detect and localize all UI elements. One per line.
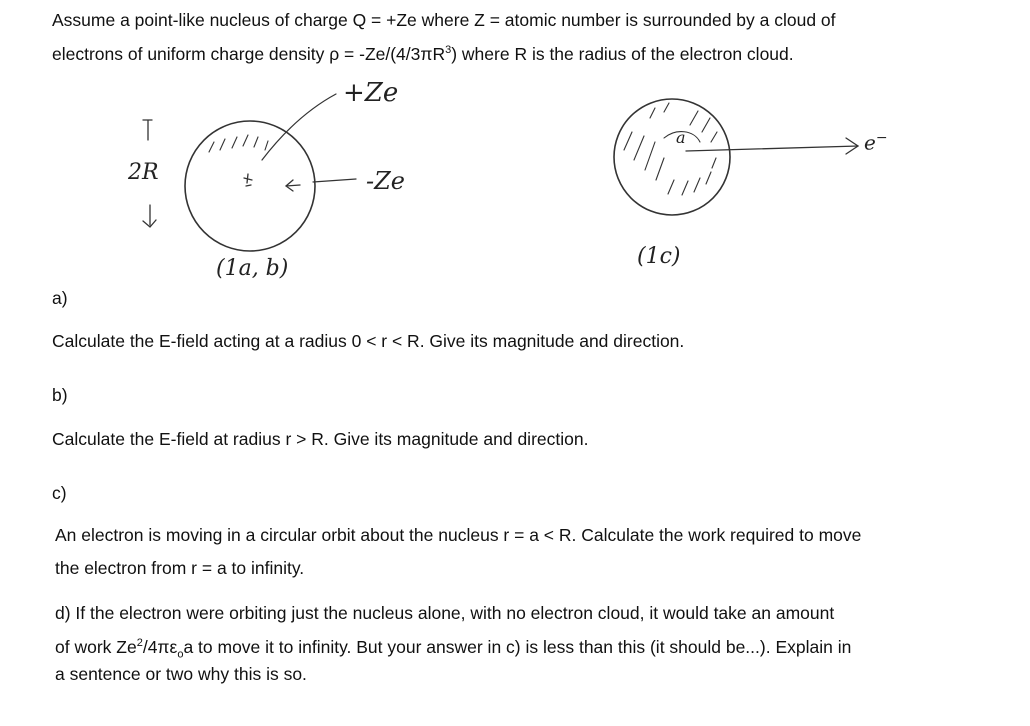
question-d-superscript: 2 xyxy=(136,637,143,649)
question-b-text: Calculate the E-field at radius r > R. Give its magnitude and direction. xyxy=(52,429,589,449)
question-d-line-2-end: a to move it to infinity. But your answer in c) is less than this (it should be...). Explain in xyxy=(183,636,852,657)
electron-cloud-circle-1c xyxy=(614,99,730,215)
plus-ze-leader-line xyxy=(262,94,336,160)
electron-path-line xyxy=(686,146,858,151)
question-c-label: c) xyxy=(52,483,67,503)
figure-1c-label: (1c) xyxy=(637,244,681,269)
figure-1ab-drawing xyxy=(143,94,356,251)
question-b-label: b) xyxy=(52,385,68,405)
question-d-line-2-pre: of work Ze xyxy=(55,636,137,657)
intro-line-1-text: Assume a point-like nucleus of charge Q = +Ze where Z = atomic number is surrounded by a cloud of xyxy=(52,10,836,30)
2r-label: 2R xyxy=(128,160,159,185)
cloud-hatching xyxy=(209,135,268,152)
question-c-line-2: the electron from r = a to infinity. xyxy=(55,558,305,578)
question-d-subscript: o xyxy=(177,648,184,661)
inward-arrow xyxy=(286,180,300,191)
intro-line-2-post: ) where R is the radius of the electron cloud. xyxy=(451,43,794,64)
radius-a-label: a xyxy=(676,128,686,147)
plus-ze-label: +Ze xyxy=(343,78,399,108)
2r-dimension-top xyxy=(143,120,152,140)
2r-dimension-bottom xyxy=(143,205,156,227)
electron-cloud-circle xyxy=(185,121,315,251)
electron-label-sup: − xyxy=(875,130,888,146)
minus-ze-leader-line xyxy=(313,179,356,182)
intro-superscript: 3 xyxy=(445,44,452,56)
question-a-text: Calculate the E-field acting at a radius 0 < r < R. Give its magnitude and direction. xyxy=(52,331,685,351)
question-d-line-1: d) If the electron were orbiting just the nucleus alone, with no electron cloud, it would take an amount xyxy=(55,603,835,623)
intro-line-2-pre: electrons of uniform charge density ρ = -Ze/(4/3πR xyxy=(52,43,446,64)
question-c-line-1: An electron is moving in a circular orbit about the nucleus r = a < R. Calculate the work required to move xyxy=(55,525,862,545)
question-d-line-2-post: /4πε xyxy=(142,636,178,657)
question-d-line-3: a sentence or two why this is so. xyxy=(55,664,307,684)
cloud-hatching-1c xyxy=(624,103,717,195)
figure-1ab-label: (1a, b) xyxy=(216,256,289,281)
question-a-label: a) xyxy=(52,288,68,308)
nucleus-mark xyxy=(244,174,252,186)
electron-label xyxy=(864,130,888,155)
electron-label-text: e xyxy=(864,130,876,155)
minus-ze-label: -Ze xyxy=(366,167,405,195)
figure-1c-drawing xyxy=(614,99,858,215)
